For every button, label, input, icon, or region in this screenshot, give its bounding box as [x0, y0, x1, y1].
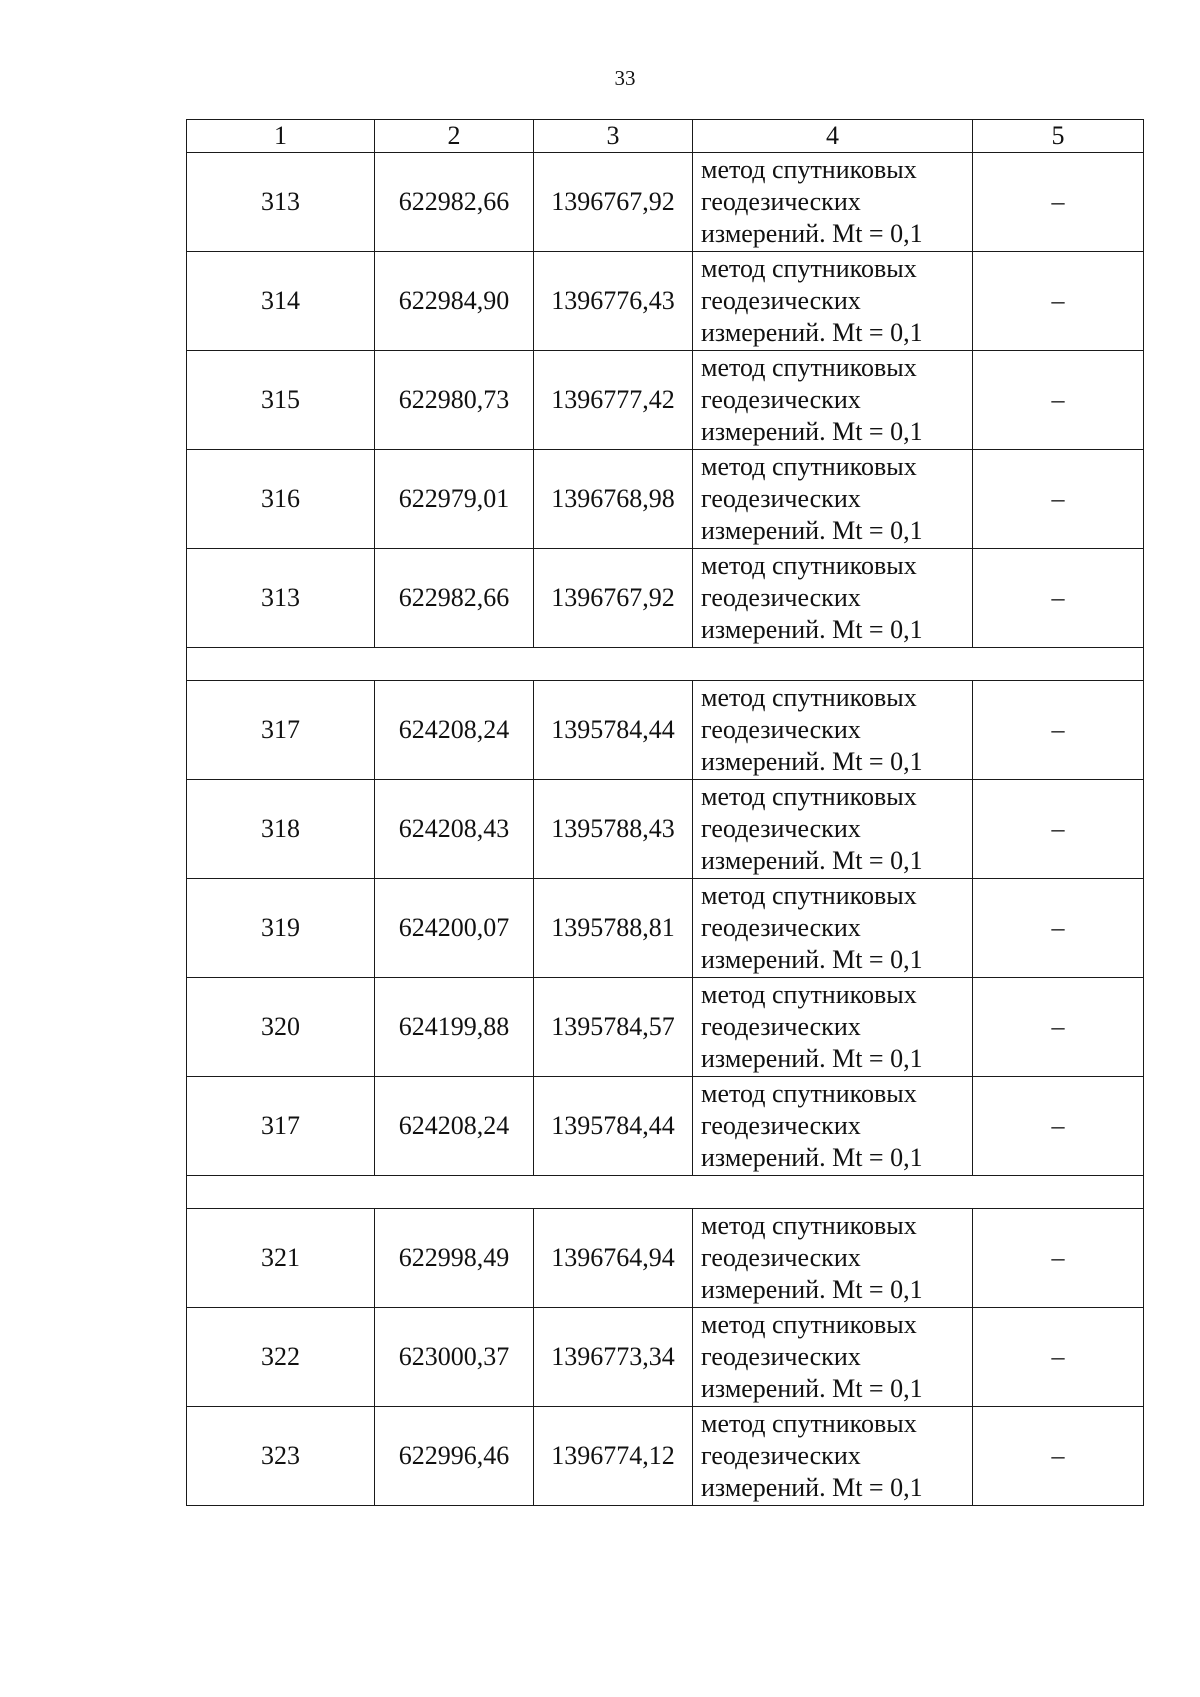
table-row [187, 1308, 1144, 1407]
point-number-cell: 313 [187, 549, 375, 648]
y-coordinate-cell: 1396774,12 [534, 1407, 693, 1506]
method-cell: метод спутниковых геодезических измерений. Mt = 0,1 [693, 1209, 973, 1308]
page-number: 33 [614, 66, 636, 90]
point-number-cell: 317 [187, 681, 375, 780]
point-number-cell: 315 [187, 351, 375, 450]
table-row [187, 1407, 1144, 1506]
y-coordinate-cell: 1396776,43 [534, 252, 693, 351]
method-cell: метод спутниковых геодезических измерений. Mt = 0,1 [693, 153, 973, 252]
method-cell: метод спутниковых геодезических измерений. Mt = 0,1 [693, 549, 973, 648]
y-coordinate-cell: 1396777,42 [534, 351, 693, 450]
table-row [187, 351, 1144, 450]
header-cell-1: 1 [187, 120, 375, 153]
method-cell: метод спутниковых геодезических измерений. Mt = 0,1 [693, 681, 973, 780]
x-coordinate-cell: 622982,66 [375, 549, 534, 648]
table-row [187, 879, 1144, 978]
note-cell: – [973, 450, 1144, 549]
header-cell-3: 3 [534, 120, 693, 153]
x-coordinate-cell: 622984,90 [375, 252, 534, 351]
method-cell: метод спутниковых геодезических измерений. Mt = 0,1 [693, 1407, 973, 1506]
table-row [187, 681, 1144, 780]
y-coordinate-cell: 1395784,44 [534, 1077, 693, 1176]
y-coordinate-cell: 1396767,92 [534, 153, 693, 252]
note-cell: – [973, 681, 1144, 780]
point-number-cell: 314 [187, 252, 375, 351]
x-coordinate-cell: 624208,24 [375, 1077, 534, 1176]
method-cell: метод спутниковых геодезических измерений. Mt = 0,1 [693, 879, 973, 978]
header-cell-5: 5 [973, 120, 1144, 153]
table-header-row [187, 120, 1144, 153]
x-coordinate-cell: 622982,66 [375, 153, 534, 252]
table-row [187, 978, 1144, 1077]
x-coordinate-cell: 622980,73 [375, 351, 534, 450]
note-cell: – [973, 549, 1144, 648]
y-coordinate-cell: 1396773,34 [534, 1308, 693, 1407]
point-number-cell: 316 [187, 450, 375, 549]
point-number-cell: 313 [187, 153, 375, 252]
y-coordinate-cell: 1395788,81 [534, 879, 693, 978]
y-coordinate-cell: 1396767,92 [534, 549, 693, 648]
header-cell-2: 2 [375, 120, 534, 153]
y-coordinate-cell: 1395788,43 [534, 780, 693, 879]
x-coordinate-cell: 624208,43 [375, 780, 534, 879]
table-row [187, 549, 1144, 648]
separator-cell [187, 648, 1144, 681]
contour-separator-row [187, 1176, 1144, 1209]
table-row [187, 450, 1144, 549]
y-coordinate-cell: 1396768,98 [534, 450, 693, 549]
note-cell: – [973, 252, 1144, 351]
x-coordinate-cell: 622998,49 [375, 1209, 534, 1308]
note-cell: – [973, 1209, 1144, 1308]
note-cell: – [973, 351, 1144, 450]
table-row [187, 780, 1144, 879]
method-cell: метод спутниковых геодезических измерений. Mt = 0,1 [693, 1308, 973, 1407]
note-cell: – [973, 1407, 1144, 1506]
note-cell: – [973, 879, 1144, 978]
point-number-cell: 318 [187, 780, 375, 879]
note-cell: – [973, 1308, 1144, 1407]
table-row [187, 252, 1144, 351]
point-number-cell: 322 [187, 1308, 375, 1407]
method-cell: метод спутниковых геодезических измерений. Mt = 0,1 [693, 978, 973, 1077]
note-cell: – [973, 978, 1144, 1077]
note-cell: – [973, 1077, 1144, 1176]
note-cell: – [973, 780, 1144, 879]
point-number-cell: 323 [187, 1407, 375, 1506]
y-coordinate-cell: 1396764,94 [534, 1209, 693, 1308]
x-coordinate-cell: 624200,07 [375, 879, 534, 978]
method-cell: метод спутниковых геодезических измерений. Mt = 0,1 [693, 780, 973, 879]
coordinates-table [186, 119, 1144, 1506]
method-cell: метод спутниковых геодезических измерений. Mt = 0,1 [693, 351, 973, 450]
x-coordinate-cell: 624199,88 [375, 978, 534, 1077]
y-coordinate-cell: 1395784,57 [534, 978, 693, 1077]
method-cell: метод спутниковых геодезических измерений. Mt = 0,1 [693, 1077, 973, 1176]
x-coordinate-cell: 622996,46 [375, 1407, 534, 1506]
note-cell: – [973, 153, 1144, 252]
separator-cell [187, 1176, 1144, 1209]
method-cell: метод спутниковых геодезических измерений. Mt = 0,1 [693, 252, 973, 351]
x-coordinate-cell: 623000,37 [375, 1308, 534, 1407]
point-number-cell: 319 [187, 879, 375, 978]
contour-separator-row [187, 648, 1144, 681]
header-cell-4: 4 [693, 120, 973, 153]
table-row [187, 153, 1144, 252]
y-coordinate-cell: 1395784,44 [534, 681, 693, 780]
method-cell: метод спутниковых геодезических измерений. Mt = 0,1 [693, 450, 973, 549]
x-coordinate-cell: 624208,24 [375, 681, 534, 780]
point-number-cell: 320 [187, 978, 375, 1077]
table-row [187, 1209, 1144, 1308]
coordinates-table-body [187, 120, 1144, 1506]
point-number-cell: 321 [187, 1209, 375, 1308]
point-number-cell: 317 [187, 1077, 375, 1176]
x-coordinate-cell: 622979,01 [375, 450, 534, 549]
table-row [187, 1077, 1144, 1176]
